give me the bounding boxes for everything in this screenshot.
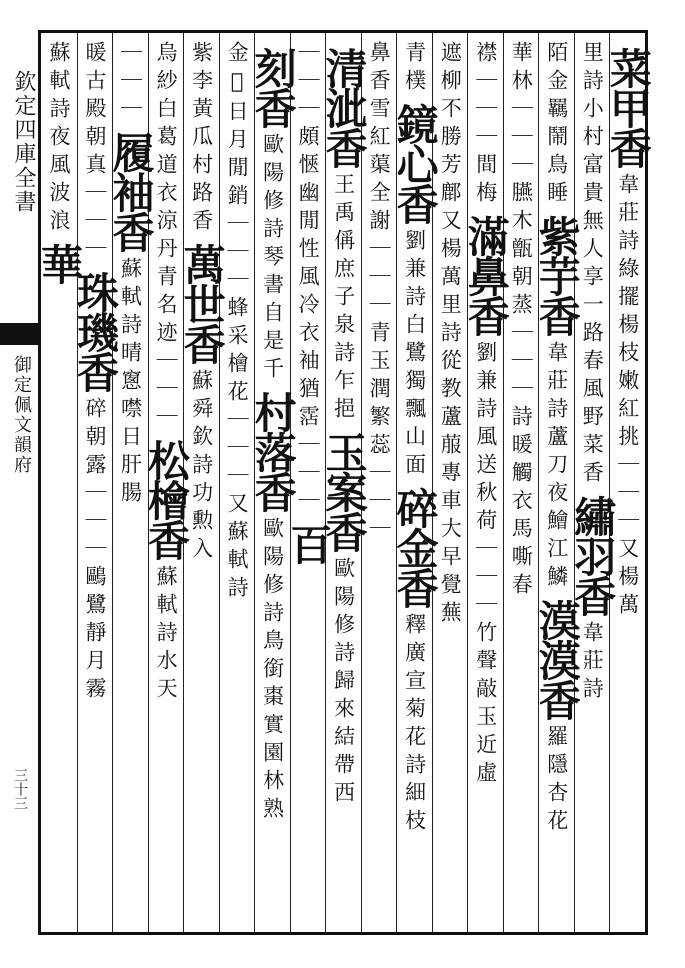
- commentary-text: 韋莊詩綠擺楊枝嫩紅挑｜｜｜又楊萬: [615, 173, 640, 621]
- margin-black-bar: [0, 323, 38, 345]
- text-column: [35, 33, 84, 932]
- text-columns: [35, 33, 653, 932]
- page-number: 三十三: [12, 768, 28, 810]
- headword: 村落香: [248, 391, 298, 511]
- text-column: [603, 33, 653, 932]
- commentary-text: 蘇軾詩晴窻噤日肝腸: [118, 257, 143, 509]
- book-subtitle: 御定佩文韻府: [11, 355, 32, 475]
- headword: 履袖香: [106, 131, 156, 251]
- text-column: [248, 33, 298, 932]
- commentary-text: 釋廣宣菊花詩細枝: [402, 613, 427, 837]
- headword: 鏡心香: [390, 103, 440, 223]
- commentary-text: 羅隱杏花: [544, 725, 569, 837]
- headword: 紫芋香: [532, 215, 582, 335]
- headword: 滿鼻香: [461, 215, 511, 335]
- headword: 漠漠香: [532, 599, 582, 719]
- commentary-text: 韋莊詩: [580, 621, 605, 705]
- text-column: [319, 33, 369, 932]
- commentary-text: 暖古殿朝真｜｜｜: [83, 41, 108, 265]
- headword: 華: [35, 243, 84, 283]
- commentary-text: 鄜又楊萬里詩從教蘆菔專車大早覺蕪: [438, 181, 463, 629]
- commentary-text: 劉兼詩風送秋荷｜｜｜竹聲敲玉近虛: [473, 341, 498, 789]
- commentary-text: 蘇軾詩夜風波浪: [47, 41, 72, 237]
- commentary-text: 陌金羈鬧鳥睡: [544, 41, 569, 209]
- commentary-text: 歐陽修詩琴書自是千: [260, 133, 285, 385]
- commentary-text: 里詩小村富貴無人享一路春風野菜香: [580, 41, 605, 489]
- commentary-text: 紫李黃瓜村路香: [189, 41, 214, 237]
- commentary-text: 劉兼詩白鷺獨飄山面: [402, 229, 427, 481]
- headword: 繡羽香: [568, 495, 618, 615]
- text-column: [390, 33, 440, 932]
- commentary-text: 歐陽修詩鳥銜棗實園林熟: [260, 517, 285, 825]
- commentary-text: 鷗鷺靜月霧: [83, 565, 108, 705]
- headword: 百: [284, 523, 334, 563]
- commentary-text: 青樸: [402, 41, 427, 97]
- headword: 菜甲香: [603, 47, 653, 167]
- commentary-text: 風冷衣袖猶霑｜｜｜: [296, 265, 321, 517]
- text-column: [568, 33, 618, 932]
- text-column: [106, 33, 156, 932]
- commentary-text: 襟｜｜｜間梅: [473, 41, 498, 209]
- text-column: [461, 33, 511, 932]
- commentary-text: 臙木甑朝蒸｜｜｜: [509, 181, 534, 405]
- commentary-text: 王禹偁庶子泉詩乍挹: [331, 173, 356, 425]
- commentary-text: 蘇舜欽詩功勲入: [189, 369, 214, 565]
- commentary-text: 烏紗白葛道衣涼: [154, 41, 179, 237]
- commentary-text: 歐陽修詩歸來結帶西: [331, 557, 356, 809]
- commentary-text: 鼻香: [367, 41, 392, 97]
- headword: 珠璣香: [71, 271, 121, 391]
- headword: 萬世香: [177, 243, 227, 363]
- text-column: [71, 33, 121, 932]
- commentary-text: 雪紅蕖全謝｜｜｜: [367, 97, 392, 321]
- commentary-text: 金𧃭日月閒銷｜｜｜: [225, 41, 250, 296]
- commentary-text: 華林｜｜｜: [509, 41, 534, 181]
- commentary-text: 遮柳不勝芳: [438, 41, 463, 181]
- text-column: [219, 33, 255, 932]
- commentary-text: 韋莊詩蘆刀夜鱠江鱗: [544, 341, 569, 593]
- commentary-text: 蘇軾詩水天: [154, 565, 179, 705]
- commentary-text: 詩暖觸衣: [509, 405, 534, 517]
- text-column: [503, 33, 539, 932]
- headword: 刻香: [248, 47, 298, 127]
- commentary-text: 碎朝露｜｜｜: [83, 397, 108, 565]
- commentary-text: 青玉潤繁蕊｜｜｜: [367, 321, 392, 545]
- commentary-text: 蜂采檜花｜｜｜又蘇軾詩: [225, 296, 250, 604]
- headword: 松檜香: [142, 439, 192, 559]
- commentary-text: ｜｜｜頗愜幽閒性: [296, 41, 321, 265]
- commentary-text: 馬嘶春: [509, 517, 534, 601]
- text-column: [532, 33, 582, 932]
- book-title: 欽定四庫全書: [11, 70, 36, 214]
- commentary-text: 丹青名迹｜｜｜: [154, 237, 179, 433]
- commentary-text: ｜｜｜: [118, 41, 143, 125]
- page-margin: [0, 30, 38, 935]
- headword: 碎金香: [390, 487, 440, 607]
- headword: 清泚香: [319, 47, 369, 167]
- headword: 玉案香: [319, 431, 369, 551]
